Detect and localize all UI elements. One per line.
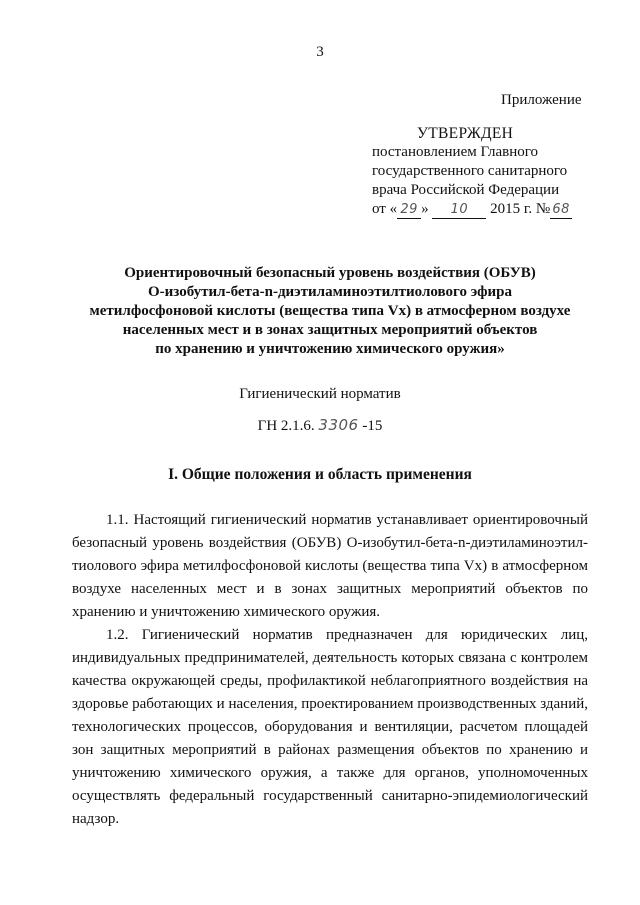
decree-number: 68 <box>550 202 572 219</box>
approval-line-1: постановлением Главного <box>372 144 539 160</box>
date-prefix: от « <box>372 201 398 217</box>
document-title <box>60 264 600 359</box>
title-line-2: О-изобутил-бета-n-диэтиламиноэтилтиолового эфира <box>148 284 512 300</box>
date-year: 2015 г. <box>490 201 533 217</box>
title-line-5: по хранению и уничтожению химического оружия» <box>155 341 505 357</box>
code-suffix: -15 <box>362 418 383 434</box>
code-prefix: ГН 2.1.6. <box>257 418 315 434</box>
date-mid: » <box>421 201 429 217</box>
page-number: 3 <box>316 44 324 60</box>
section-heading: I. Общие положения и область применения <box>168 466 472 483</box>
title-line-4: населенных мест и в зонах защитных мероприятий объектов <box>122 322 538 338</box>
approved-heading: УТВЕРЖДЕН <box>417 125 514 142</box>
document-type: Гигиенический норматив <box>239 386 401 402</box>
appendix-label: Приложение <box>501 92 582 108</box>
document-code <box>0 416 640 435</box>
approval-line-2: государственного санитарного <box>372 163 568 179</box>
approval-block <box>372 124 572 219</box>
date-day: 29 <box>397 202 421 219</box>
approval-line-3: врача Российской Федерации <box>372 182 560 198</box>
title-line-1: Ориентировочный безопасный уровень воздействия (ОБУВ) <box>124 265 536 281</box>
title-line-3: метилфосфоновой кислоты (вещества типа Vx) в атмосферном воздухе <box>89 303 571 319</box>
number-label: № <box>535 201 551 217</box>
paragraph-1-2: 1.2. Гигиенический норматив предназначен для юридических лиц, индивидуальных предпринимателей, деятельность которых связана с контролем качества окружающей среды, профилактикой неблагоприятного воздействия на здоровье работающих и населения, проектированием производственных зданий, технологических процессов, оборудования и вентиляции, расчетом площадей зон защитных мероприятий в районах размещения объектов по хранению и уничтожению химического оружия, а также для органов, уполномоченных осуществлять федеральный государственный санитарно-эпидемиологический надзор. <box>72 627 588 827</box>
approval-date-line <box>372 200 572 219</box>
code-number: 3306 <box>318 416 359 434</box>
date-month: 10 <box>432 202 486 219</box>
paragraph-1-1: 1.1. Настоящий гигиенический норматив устанавливает ориентировочный безопасный уровень воздействия (ОБУВ) О-изобутил-бета-n-диэтиламиноэтил-тиолового эфира метилфосфоновой кислоты (вещества типа Vx) в атмосферном воздухе населенных мест и в зонах защитных мероприятий объектов по хранению и уничтожению химического оружия. <box>72 512 588 620</box>
